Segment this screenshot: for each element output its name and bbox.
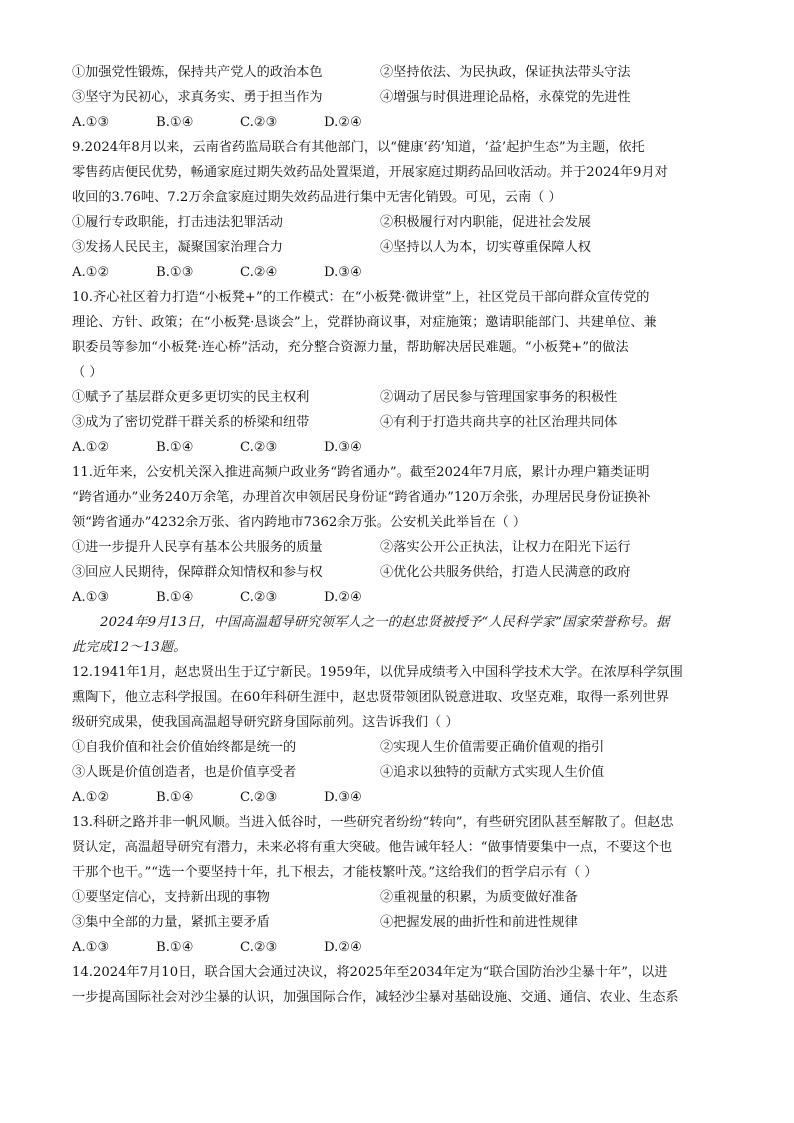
- option-4: ④坚持以人为本，切实尊重保障人权: [380, 240, 591, 255]
- question-stem: [72, 135, 724, 210]
- choice-a[interactable]: A.①③: [72, 115, 110, 130]
- option-row: [72, 385, 724, 410]
- exam-page: [72, 60, 724, 1010]
- choice-b[interactable]: B.①④: [156, 940, 194, 955]
- option-4: ④有利于打造共商共享的社区治理共同体: [380, 415, 618, 430]
- option-row: [72, 410, 724, 435]
- option-1: ①进一步提升人民享有基本公共服务的质量: [72, 540, 323, 555]
- choice-b[interactable]: B.①④: [156, 790, 194, 805]
- choice-b[interactable]: B.①③: [156, 265, 194, 280]
- option-row: [72, 735, 724, 760]
- option-1: ①加强党性锻炼，保持共产党人的政治本色: [72, 65, 323, 80]
- stem-line: 12.1941年1月，赵忠贤出生于辽宁新民。1959年，以优异成绩考入中国科学技术大学。在浓厚科学氛围: [72, 665, 683, 680]
- shared-material: [72, 610, 724, 660]
- choice-d[interactable]: D.③④: [324, 790, 362, 805]
- question-14: [72, 960, 724, 1010]
- stem-line: 一步提高国际社会对沙尘暴的认识，加强国际合作，减轻沙尘暴对基础设施、交通、通信、农业、生态系: [72, 990, 679, 1005]
- option-2: ②调动了居民参与管理国家事务的积极性: [380, 390, 618, 405]
- choice-b[interactable]: B.①④: [156, 590, 194, 605]
- question-stem: [72, 460, 724, 535]
- stem-line: （ ）: [72, 365, 103, 380]
- choice-d[interactable]: D.③④: [324, 440, 362, 455]
- stem-line: “跨省通办”业务240万余笔，办理首次申领居民身份证“跨省通办”120万余张，办理居民身份证换补: [72, 490, 651, 505]
- choice-c[interactable]: C.②③: [240, 115, 278, 130]
- stem-line: 11.近年来，公安机关深入推进高频户政业务“跨省通办”。截至2024年7月底，累计办理户籍类证明: [72, 465, 650, 480]
- choice-d[interactable]: D.②④: [324, 590, 362, 605]
- stem-line: 领“跨省通办”4232余万张、省内跨地市7362余万张。公安机关此举旨在（ ）: [72, 515, 527, 530]
- answer-choices: [72, 435, 724, 460]
- stem-line: 零售药店便民优势，畅通家庭过期失效药品处置渠道，开展家庭过期药品回收活动。并于2024年9月对: [72, 165, 668, 180]
- option-4: ④优化公共服务供给，打造人民满意的政府: [380, 565, 631, 580]
- option-row: [72, 560, 724, 585]
- option-row: [72, 60, 724, 85]
- answer-choices: [72, 935, 724, 960]
- option-3: ③发扬人民民主，凝聚国家治理合力: [72, 240, 283, 255]
- material-line: 此完成12～13题。: [72, 640, 187, 655]
- choice-d[interactable]: D.②④: [324, 940, 362, 955]
- option-2: ②重视量的积累，为质变做好准备: [380, 890, 578, 905]
- choice-a[interactable]: A.①③: [72, 940, 110, 955]
- answer-choices: [72, 110, 724, 135]
- choice-d[interactable]: D.②④: [324, 115, 362, 130]
- option-4: ④追求以独特的贡献方式实现人生价值: [380, 765, 605, 780]
- choice-c[interactable]: C.②③: [240, 440, 278, 455]
- choice-a[interactable]: A.①②: [72, 440, 110, 455]
- answer-choices: [72, 785, 724, 810]
- option-2: ②落实公开公正执法，让权力在阳光下运行: [380, 540, 631, 555]
- option-1: ①要坚定信心，支持新出现的事物: [72, 890, 270, 905]
- stem-line: 级研究成果，使我国高温超导研究跻身国际前列。这告诉我们（ ）: [72, 715, 459, 730]
- stem-line: 职委员等参加“小板凳·连心桥”活动，充分整合资源力量，帮助解决居民难题。“小板凳+”的做法: [72, 340, 629, 355]
- question-stem: [72, 285, 724, 385]
- option-1: ①履行专政职能，打击违法犯罪活动: [72, 215, 283, 230]
- option-2: ②实现人生价值需要正确价值观的指引: [380, 740, 605, 755]
- stem-line: 收回的3.76吨、7.2万余盒家庭过期失效药品进行集中无害化销毁。可见，云南（ ）: [72, 190, 562, 205]
- question-stem: [72, 960, 724, 1010]
- choice-b[interactable]: B.①④: [156, 115, 194, 130]
- stem-line: 13.科研之路并非一帆风顺。当进入低谷时，一些研究者纷纷“转向”，有些研究团队甚至解散了。但赵忠: [72, 815, 674, 830]
- material-line: 2024年9月13日，中国高温超导研究领军人之一的赵忠贤被授予“人民科学家”国家荣誉称号。据: [100, 615, 670, 630]
- stem-line: 干那个也干。”“选一个要坚持十年，扎下根去，才能枝繁叶茂。”这给我们的哲学启示有（ ）: [72, 865, 598, 880]
- option-2: ②积极履行对内职能，促进社会发展: [380, 215, 591, 230]
- question-8: [72, 60, 724, 135]
- question-9: [72, 135, 724, 285]
- choice-b[interactable]: B.①④: [156, 440, 194, 455]
- answer-choices: [72, 585, 724, 610]
- choice-c[interactable]: C.②③: [240, 590, 278, 605]
- option-3: ③集中全部的力量，紧抓主要矛盾: [72, 915, 270, 930]
- option-row: [72, 760, 724, 785]
- question-10: [72, 285, 724, 460]
- choice-c[interactable]: C.②④: [240, 265, 278, 280]
- option-2: ②坚持依法、为民执政，保证执法带头守法: [380, 65, 631, 80]
- option-3: ③成为了密切党群干群关系的桥梁和纽带: [72, 415, 310, 430]
- option-4: ④把握发展的曲折性和前进性规律: [380, 915, 578, 930]
- choice-a[interactable]: A.①②: [72, 790, 110, 805]
- option-1: ①自我价值和社会价值始终都是统一的: [72, 740, 297, 755]
- option-row: [72, 235, 724, 260]
- choice-a[interactable]: A.①②: [72, 265, 110, 280]
- stem-line: 理论、方针、政策；在“小板凳·恳谈会”上，党群协商议事，对症施策；邀请职能部门、共建单位、兼: [72, 315, 657, 330]
- option-row: [72, 535, 724, 560]
- stem-line: 贤认定，高温超导研究有潜力，未来必将有重大突破。他告诫年轻人：“做事情要集中一点，不要这个也: [72, 840, 673, 855]
- stem-line: 14.2024年7月10日，联合国大会通过决议，将2025年至2034年定为“联合国防治沙尘暴十年”，以进: [72, 965, 668, 980]
- choice-c[interactable]: C.②③: [240, 940, 278, 955]
- choice-c[interactable]: C.②③: [240, 790, 278, 805]
- option-3: ③人既是价值创造者，也是价值享受者: [72, 765, 297, 780]
- answer-choices: [72, 260, 724, 285]
- stem-line: 10.齐心社区着力打造“小板凳+”的工作模式：在“小板凳·微讲堂”上，社区党员干部向群众宣传党的: [72, 290, 650, 305]
- question-13: [72, 810, 724, 960]
- question-12: [72, 660, 724, 810]
- question-stem: [72, 810, 724, 885]
- option-1: ①赋予了基层群众更多更切实的民主权利: [72, 390, 310, 405]
- choice-d[interactable]: D.③④: [324, 265, 362, 280]
- question-11: [72, 460, 724, 610]
- stem-line: 9.2024年8月以来，云南省药监局联合有其他部门，以“健康‘药’知道，‘益’起护生态”为主题，依托: [72, 140, 645, 155]
- option-row: [72, 910, 724, 935]
- option-3: ③坚守为民初心，求真务实、勇于担当作为: [72, 90, 323, 105]
- option-3: ③回应人民期待，保障群众知情权和参与权: [72, 565, 323, 580]
- question-stem: [72, 660, 724, 735]
- choice-a[interactable]: A.①③: [72, 590, 110, 605]
- option-4: ④增强与时俱进理论品格，永葆党的先进性: [380, 90, 631, 105]
- option-row: [72, 885, 724, 910]
- stem-line: 熏陶下，他立志科学报国。在60年科研生涯中，赵忠贤带领团队锐意进取、攻坚克难，取得一系列世界: [72, 690, 670, 705]
- option-row: [72, 85, 724, 110]
- option-row: [72, 210, 724, 235]
